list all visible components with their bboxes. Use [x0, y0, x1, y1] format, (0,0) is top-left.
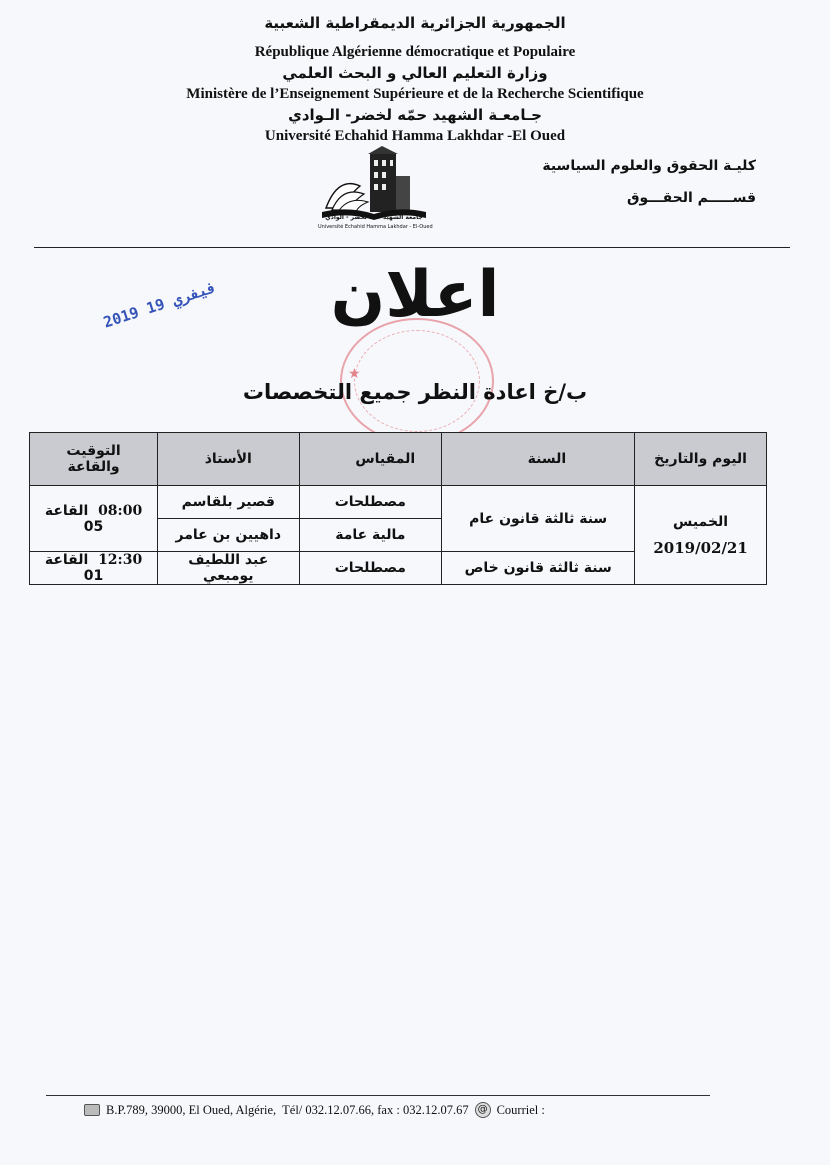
professor-cell: قصير بلقاسم: [158, 486, 299, 519]
footer-divider: [46, 1095, 710, 1096]
subject-cell: مصطلحات: [299, 552, 442, 585]
subject-cell: مصطلحات: [299, 486, 442, 519]
logo-caption-fr: Université Echahid Hamma Lakhdar - El-Oued: [318, 224, 433, 230]
room-value: القاعة 01: [44, 552, 104, 584]
room-value: القاعة 05: [44, 502, 104, 535]
logo-caption-ar: جامعة الشهيد حمّه لخضر - الوادي: [325, 214, 423, 221]
university-name-fr: Université Echahid Hamma Lakhdar -El Oued: [264, 128, 566, 144]
year-cell: سنة ثالثة قانون عام: [442, 486, 635, 552]
schedule-table: [29, 432, 767, 585]
header-divider: [34, 247, 790, 248]
footer-address: B.P.789, 39000, El Oued, Algérie,: [106, 1102, 277, 1117]
professor-cell: عبد اللطيف يومبعي: [158, 552, 299, 585]
day-date-cell: [635, 486, 767, 585]
header-professor: الأستاذ: [158, 433, 299, 486]
day-name: الخميس: [673, 514, 729, 530]
time-value: 12:30: [98, 552, 143, 568]
footer-contact: [84, 1102, 545, 1118]
header-day-date: اليوم والتاريخ: [635, 433, 767, 486]
footer-phone: Tél/ 032.12.07.66, fax : 032.12.07.67: [282, 1102, 469, 1117]
republic-title-fr: République Algérienne démocratique et Populaire: [254, 44, 576, 60]
time-room-cell: [30, 552, 158, 585]
university-name-ar: جـامعـة الشهيد حمّه لخضر- الـوادي: [288, 106, 542, 124]
university-logo: [318, 146, 433, 236]
year-cell: سنة ثالثة قانون خاص: [442, 552, 635, 585]
exam-date: 2019/02/21: [653, 539, 748, 557]
announcement-title: اعلان: [330, 258, 500, 332]
announcement-subtitle: ب/خ اعادة النظر جميع التخصصات: [242, 380, 588, 404]
date-stamp: 2019 فيفري 19: [101, 278, 219, 332]
email-icon: @: [475, 1102, 491, 1118]
table-header-row: [30, 433, 767, 486]
professor-cell: داهيين بن عامر: [158, 519, 299, 552]
seal-star-icon: ★: [348, 366, 361, 382]
faculty-name: كليـة الحقوق والعلوم السياسية: [542, 158, 756, 174]
republic-title-ar: الجمهورية الجزائرية الديمقراطية الشعبية: [264, 14, 566, 32]
header-time-room: التوقيت والقاعة: [30, 433, 158, 486]
ministry-title-ar: وزارة التعليم العالي و البحث العلمي: [282, 64, 548, 82]
time-room-cell: [30, 486, 158, 552]
header-subject: المقياس: [299, 433, 442, 486]
table-row: [30, 486, 767, 519]
footer-email-label: Courriel :: [496, 1102, 545, 1117]
fax-icon: [84, 1104, 100, 1116]
header-year: السنة: [442, 433, 635, 486]
subject-cell: مالية عامة: [299, 519, 442, 552]
time-value: 08:00: [98, 502, 143, 519]
department-name: قســـــم الحقـــوق: [626, 190, 756, 206]
ministry-title-fr: Ministère de l’Enseignement Supérieure et de la Recherche Scientifique: [186, 86, 644, 102]
